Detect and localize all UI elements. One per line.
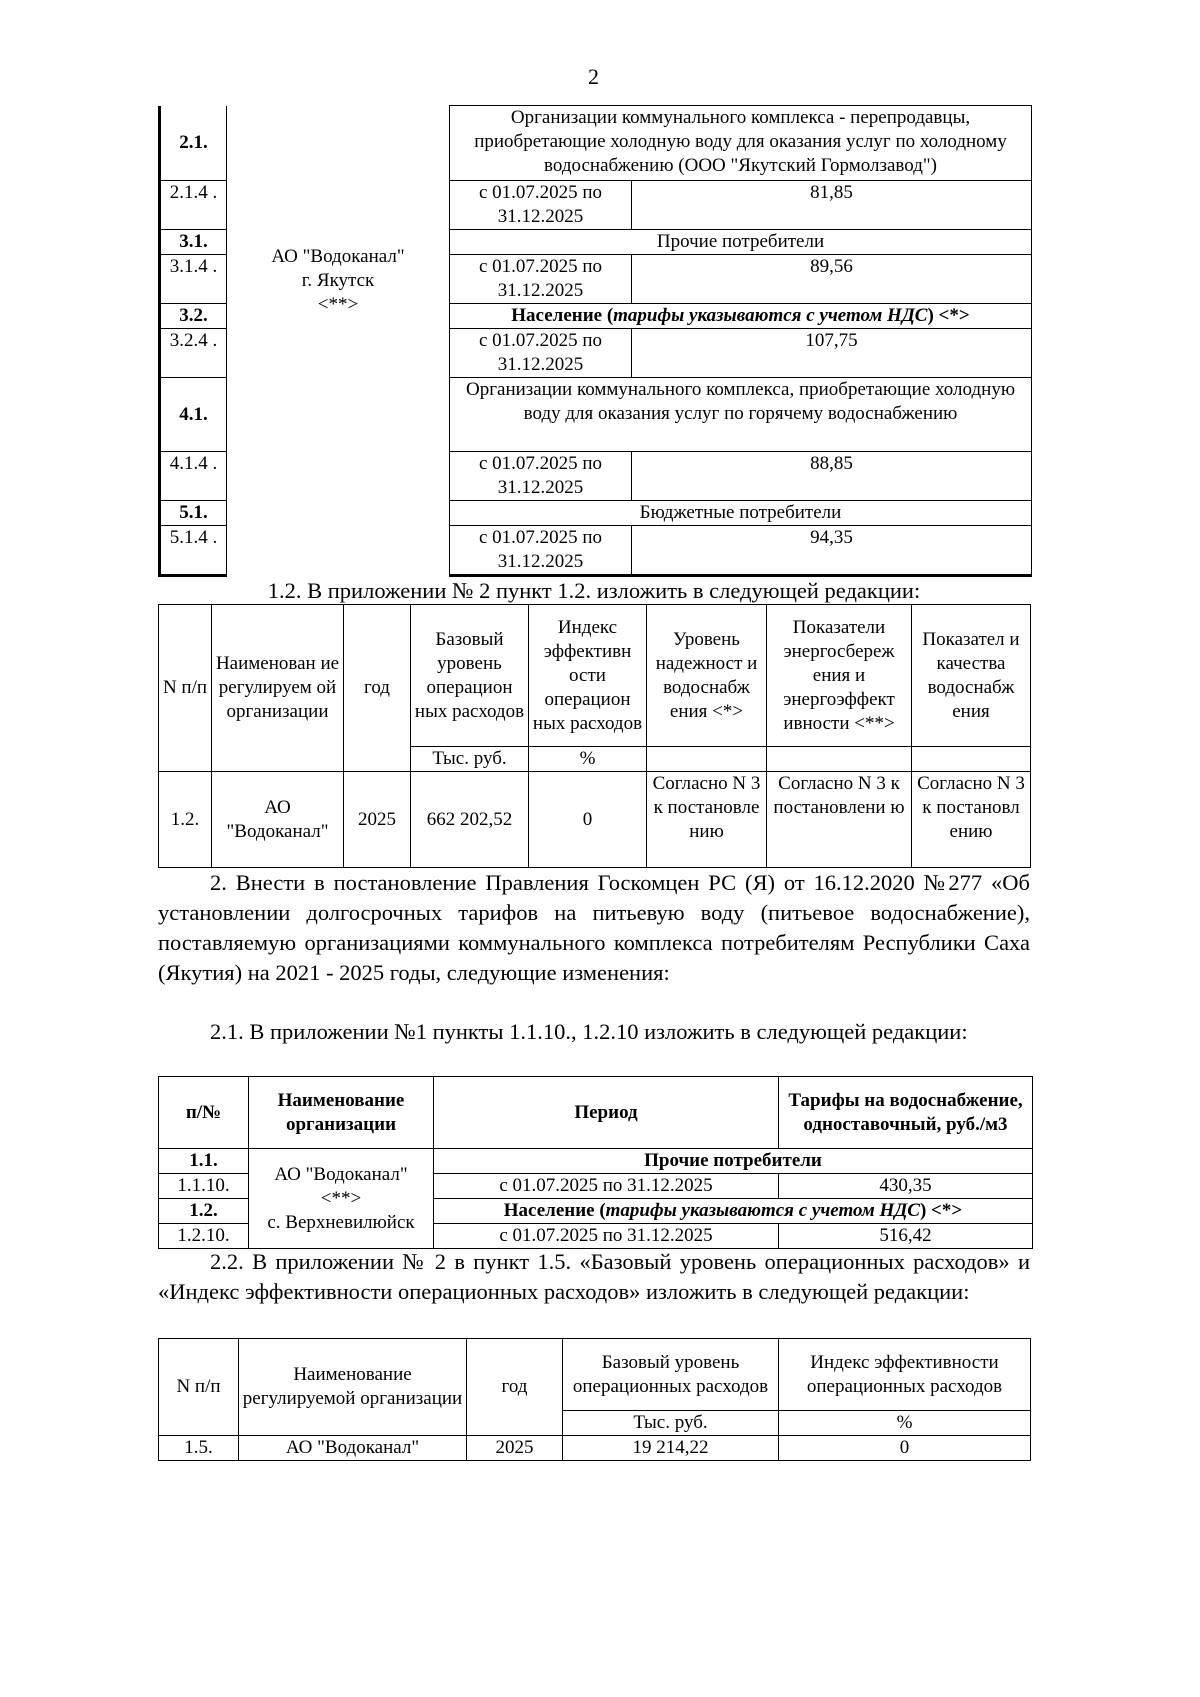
row-num: 3.2. [160, 304, 227, 329]
tariff-value: 81,85 [632, 181, 1032, 230]
paragraph-1-2: 1.2. В приложении № 2 пункт 1.2. изложить в следующей редакции: [267, 578, 921, 603]
row-num: 2.1.4 . [160, 181, 227, 230]
header-year: год [467, 1339, 563, 1436]
header-efficiency-index: Индекс эффективности операционных расходов [779, 1339, 1031, 1411]
unit-thousand-rub: Тыс. руб. [411, 747, 529, 772]
header-num: п/№ [159, 1077, 249, 1149]
cell-year: 2025 [467, 1436, 563, 1461]
header-num: N п/п [159, 605, 212, 772]
header-org: Наименован ие регулируем ой организации [212, 605, 344, 772]
period: с 01.07.2025 по 31.12.2025 [450, 255, 632, 304]
cell-reliability: Согласно N 3 к постановле нию [647, 772, 767, 868]
header-org: Наименование организации [249, 1077, 434, 1149]
row-num: 2.1. [160, 106, 227, 181]
category-header: Бюджетные потребители [450, 501, 1032, 526]
tariff-value: 89,56 [632, 255, 1032, 304]
cell-quality: Согласно N 3 к постановл ению [912, 772, 1031, 868]
category-header: Организации коммунального комплекса - перепродавцы, приобретающие холодную воду для оказания услуг по холодному водоснабжению (ООО "Якутский Гормолзавод") [450, 106, 1032, 181]
row-num: 4.1. [160, 378, 227, 452]
row-num: 3.1.4 . [160, 255, 227, 304]
row-num: 4.1.4 . [160, 452, 227, 501]
tariff-value: 516,42 [779, 1224, 1033, 1249]
header-period: Период [434, 1077, 779, 1149]
row-num: 3.2.4 . [160, 329, 227, 378]
paragraph-2: 2. Внести в постановление Правления Госкомцен РС (Я) от 16.12.2020 №277 «Об установлении долгосрочных тарифов на питьевую воду (питьевое водоснабжение), поставляемую организациями коммунального комплекса потребителям Республики Саха (Якутия) на 2021 - 2025 годы, следующие изменения: [158, 870, 1030, 985]
tariff-table-yakutsk [158, 105, 1032, 577]
tariff-table-verkhnevilyuysk [158, 1076, 1033, 1249]
org-cell: АО "Водоканал" <**> с. Верхневилюйск [249, 1149, 434, 1249]
category-header: Население (тарифы указываются с учетом НДС) <*> [450, 304, 1032, 329]
header-base-costs: Базовый уровень операцион ных расходов [411, 605, 529, 747]
cell-org: АО "Водоканал" [212, 772, 344, 868]
header-base-costs: Базовый уровень операционных расходов [563, 1339, 779, 1411]
cell-base-costs: 19 214,22 [563, 1436, 779, 1461]
period: с 01.07.2025 по 31.12.2025 [434, 1174, 779, 1199]
period: с 01.07.2025 по 31.12.2025 [450, 329, 632, 378]
unit-percent: % [779, 1411, 1031, 1436]
paragraph-2-1: 2.1. В приложении №1 пункты 1.1.10., 1.2.10 изложить в следующей редакции: [210, 1019, 968, 1044]
row-num: 3.1. [160, 230, 227, 255]
tariff-value: 88,85 [632, 452, 1032, 501]
header-org: Наименование регулируемой организации [239, 1339, 467, 1436]
cell-org: АО "Водоканал" [239, 1436, 467, 1461]
category-header: Население (тарифы указываются с учетом НДС) <*> [434, 1199, 1033, 1224]
header-quality: Показател и качества водоснабж ения [912, 605, 1031, 747]
cell-base-costs: 662 202,52 [411, 772, 529, 868]
org-cell: АО "Водоканал" г. Якутск <**> [227, 106, 450, 576]
header-year: год [344, 605, 411, 772]
category-header: Прочие потребители [450, 230, 1032, 255]
header-num: N п/п [159, 1339, 239, 1436]
header-tariff: Тарифы на водоснабжение, одноставочный, руб./м3 [779, 1077, 1033, 1149]
category-header: Организации коммунального комплекса, приобретающие холодную воду для оказания услуг по горячему водоснабжению [450, 378, 1032, 452]
base-costs-table-1-5 [158, 1338, 1031, 1461]
header-energy-saving: Показатели энергосбереж ения и энергоэффект ивности <**> [767, 605, 912, 747]
row-num: 1.2.10. [159, 1224, 249, 1249]
cell-num: 1.2. [159, 772, 212, 868]
period: с 01.07.2025 по 31.12.2025 [450, 452, 632, 501]
row-num: 1.1. [159, 1149, 249, 1174]
period: с 01.07.2025 по 31.12.2025 [434, 1224, 779, 1249]
period: с 01.07.2025 по 31.12.2025 [450, 526, 632, 576]
header-efficiency-index: Индекс эффективн ости операцион ных расходов [529, 605, 647, 747]
paragraph-2-2: 2.2. В приложении № 2 в пункт 1.5. «Базовый уровень операционных расходов» и «Индекс эффективности операционных расходов» изложить в следующей редакции: [158, 1249, 1030, 1304]
base-costs-table-1-2 [158, 604, 1031, 868]
cell-year: 2025 [344, 772, 411, 868]
row-num: 5.1. [160, 501, 227, 526]
row-num: 1.1.10. [159, 1174, 249, 1199]
cell-efficiency-index: 0 [529, 772, 647, 868]
unit-thousand-rub: Тыс. руб. [563, 1411, 779, 1436]
row-num: 1.2. [159, 1199, 249, 1224]
row-num: 5.1.4 . [160, 526, 227, 576]
unit-percent: % [529, 747, 647, 772]
page-number: 2 [588, 64, 599, 89]
period: с 01.07.2025 по 31.12.2025 [450, 181, 632, 230]
header-reliability: Уровень надежност и водоснабж ения <*> [647, 605, 767, 747]
cell-efficiency-index: 0 [779, 1436, 1031, 1461]
tariff-value: 430,35 [779, 1174, 1033, 1199]
cell-energy-saving: Согласно N 3 к постановлени ю [767, 772, 912, 868]
cell-num: 1.5. [159, 1436, 239, 1461]
category-header: Прочие потребители [434, 1149, 1033, 1174]
tariff-value: 107,75 [632, 329, 1032, 378]
tariff-value: 94,35 [632, 526, 1032, 576]
